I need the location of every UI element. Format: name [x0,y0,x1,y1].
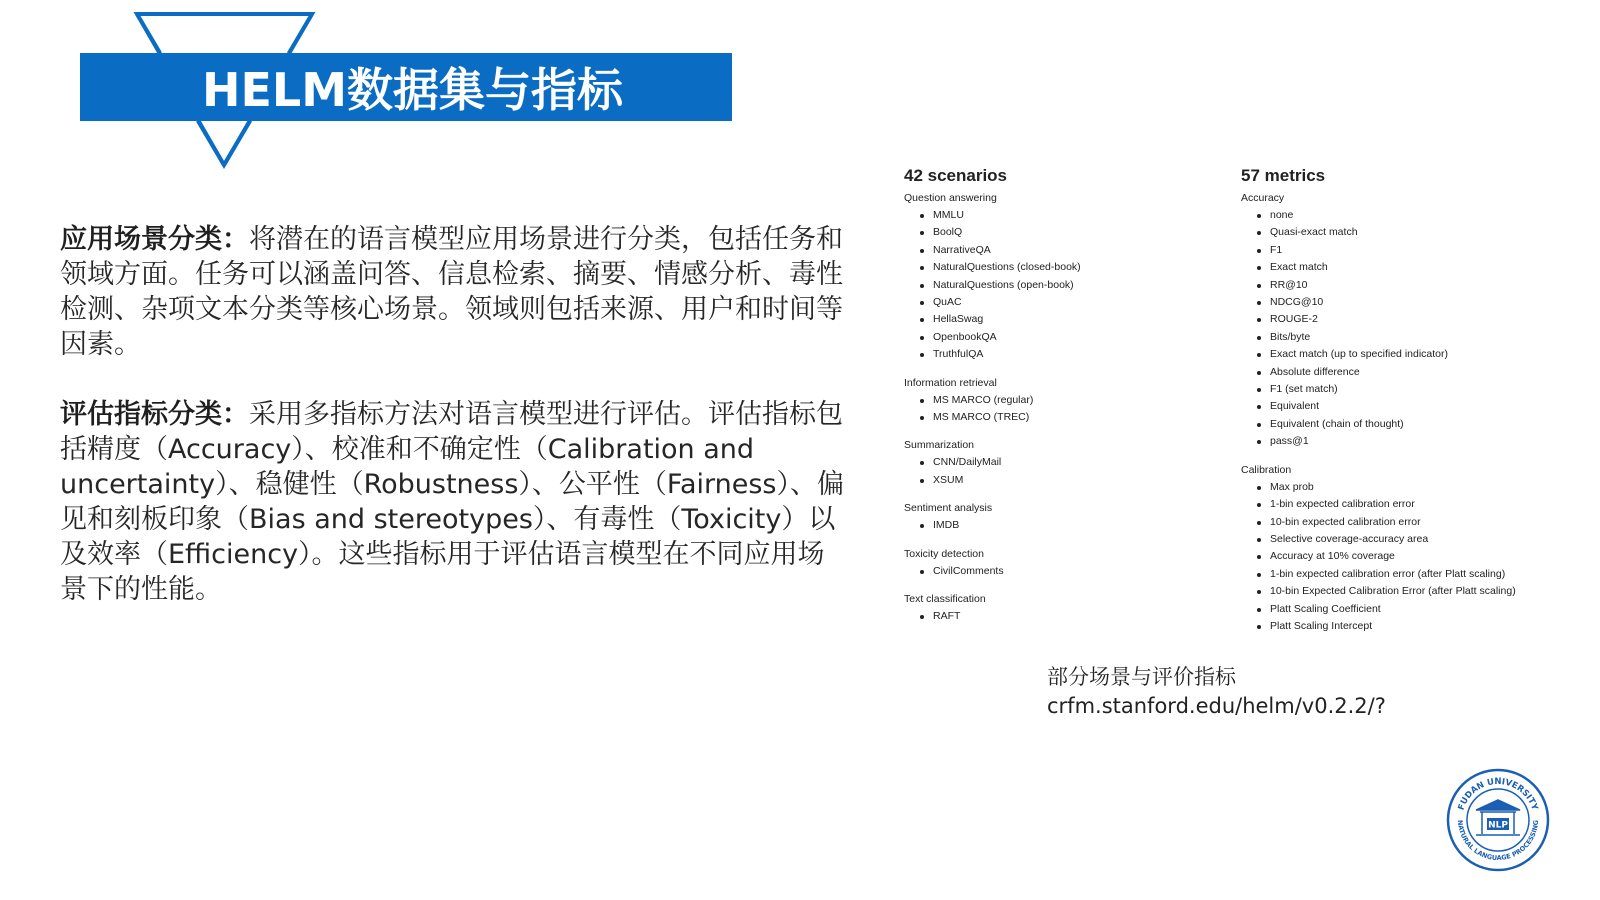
list-item: Platt Scaling Coefficient [1241,601,1571,618]
paragraph-heading: 应用场景分类： [60,224,249,255]
list-item: NDCG@10 [1241,294,1571,311]
bullet-list [904,608,1224,625]
list-item: MS MARCO (TREC) [904,409,1224,426]
bullet-list [904,454,1224,489]
lower-triangle-right-edge [224,121,250,165]
list-item: Exact match [1241,259,1571,276]
list-item: Exact match (up to specified indicator) [1241,346,1571,363]
group-label: Information retrieval [904,376,997,389]
list-item: BoolQ [904,224,1224,241]
scenario-classification-paragraph [60,222,850,362]
list-item: 10-bin expected calibration error [1241,514,1571,531]
list-item: TruthfulQA [904,346,1224,363]
paragraph-text: 采用多指标方法对语言模型进行评估。评估指标包括精度（Accuracy）、校准和不确定性（Calibration and uncertainty）、稳健性（Robustness）、公平性（Fairness）、偏见和刻板印象（Bias and stereotypes）、有毒性（Toxicity）以及效率（Efficiency）。这些指标用于评估语言模型在不同应用场景下的性能。 [60,399,845,605]
list-item: 1-bin expected calibration error (after Platt scaling) [1241,566,1571,583]
list-item: Platt Scaling Intercept [1241,618,1571,635]
list-item: Quasi-exact match [1241,224,1571,241]
metrics-heading: 57 metrics [1241,166,1326,185]
group-label: Sentiment analysis [904,502,993,515]
list-item: pass@1 [1241,433,1571,450]
scenario-groups [904,191,1224,626]
list-item: XSUM [904,472,1224,489]
upper-triangle-left-edge [137,14,160,53]
list-item: NarrativeQA [904,242,1224,259]
list-item: MMLU [904,207,1224,224]
scenarios-heading: 42 scenarios [904,166,1008,185]
group-label: Text classification [904,593,986,606]
slide-title: HELM数据集与指标 [202,63,624,117]
list-item: RR@10 [1241,277,1571,294]
list-item: Bits/byte [1241,329,1571,346]
title-banner [80,53,732,121]
list-item: F1 (set match) [1241,381,1571,398]
fudan-nlp-logo [1446,768,1550,872]
list-item: MS MARCO (regular) [904,392,1224,409]
bullet-list [1241,479,1571,636]
list-item: HellaSwag [904,311,1224,328]
figure-caption [1047,663,1386,721]
list-item: Selective coverage-accuracy area [1241,531,1571,548]
metric-groups [1241,191,1571,635]
lower-triangle-left-edge [198,121,224,165]
group-label: Calibration [1241,463,1292,476]
group-label: Accuracy [1241,192,1285,204]
list-item: none [1241,207,1571,224]
list-item: Accuracy at 10% coverage [1241,548,1571,565]
list-item: Absolute difference [1241,364,1571,381]
list-item: F1 [1241,242,1571,259]
list-item: NaturalQuestions (open-book) [904,277,1224,294]
list-item: Equivalent [1241,398,1571,415]
bullet-list [904,517,1224,534]
logo-center-text: NLP [1488,820,1508,831]
list-item: CNN/DailyMail [904,454,1224,471]
list-item: Max prob [1241,479,1571,496]
caption-url: crfm.stanford.edu/helm/v0.2.2/? [1047,694,1386,718]
list-item: ROUGE-2 [1241,311,1571,328]
metrics-column [1241,165,1571,647]
scenarios-column [904,165,1224,638]
bullet-list [904,563,1224,580]
logo-bottom-text: NATURAL LANGUAGE PROCESSING [1455,819,1541,863]
list-item: QuAC [904,294,1224,311]
bullet-list [1241,207,1571,451]
list-item: NaturalQuestions (closed-book) [904,259,1224,276]
list-item: RAFT [904,608,1224,625]
body-text [60,222,850,642]
paragraph-text: 将潜在的语言模型应用场景进行分类，包括任务和领域方面。任务可以涵盖问答、信息检索、摘要、情感分析、毒性检测、杂项文本分类等核心场景。领域则包括来源、用户和时间等因素。 [60,224,843,360]
bullet-list [904,392,1224,427]
upper-triangle-right-edge [289,14,312,53]
group-label: Toxicity detection [904,547,984,560]
list-item: 1-bin expected calibration error [1241,496,1571,513]
caption-title: 部分场景与评价指标 [1047,665,1236,689]
paragraph-heading: 评估指标分类： [60,399,249,430]
list-item: OpenbookQA [904,329,1224,346]
metric-classification-paragraph [60,397,850,607]
list-item: CivilComments [904,563,1224,580]
group-label: Summarization [904,439,975,452]
logo-top-text: FUDAN UNIVERSITY [1456,776,1540,812]
list-item: Equivalent (chain of thought) [1241,416,1571,433]
group-label: Question answering [904,192,997,204]
bullet-list [904,207,1224,364]
list-item: IMDB [904,517,1224,534]
list-item: 10-bin Expected Calibration Error (after Platt scaling) [1241,583,1571,600]
